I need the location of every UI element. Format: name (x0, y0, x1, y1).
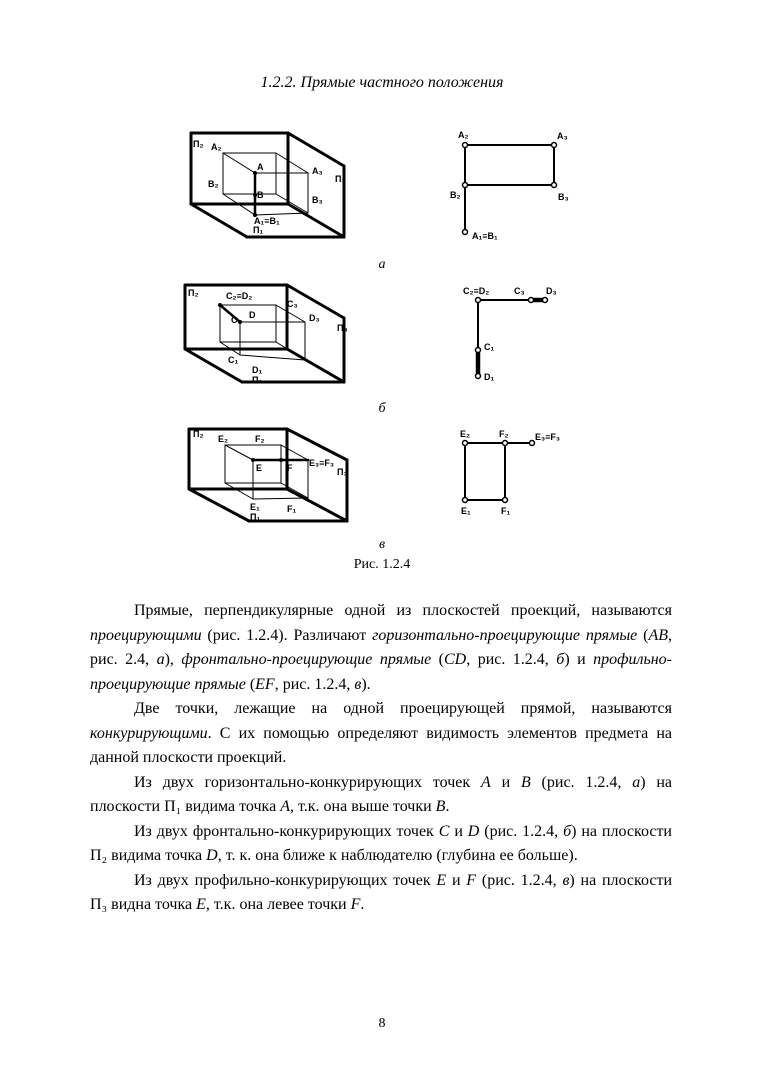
paragraph: Из двух профильно-конкурирующих точек E и F (рис. 1.2.4, в) на плоскости П₃ видна точка E, т.к. она левее точки F. (90, 871, 673, 913)
label-a: A (257, 162, 264, 172)
figure-v-epure (455, 425, 585, 525)
label-p2: П₂ (193, 429, 204, 439)
epure-label-f1: F₁ (501, 506, 511, 516)
figure-a-isometric (185, 125, 355, 245)
label-p3: П₃ (337, 467, 348, 477)
label-p3: П₃ (337, 323, 348, 333)
label-c1: C₁ (228, 355, 239, 365)
figure-a-sublabel: а (378, 257, 386, 272)
label-c: C (231, 315, 238, 325)
body-text (90, 599, 672, 918)
label-e: E (256, 463, 263, 473)
epure-label-f2: F₂ (499, 429, 509, 439)
label-f1: F₁ (287, 504, 297, 514)
label-f: F (287, 463, 293, 473)
label-a2: A₂ (211, 142, 222, 152)
paragraph: Две точки, лежащие на одной проецирующей прямой, называются конкурирующими. С их помощью определяют видимость элементов предмета на данной плоскости проекций. (90, 700, 672, 766)
epure-label-c2d2: C₂≡D₂ (463, 286, 490, 296)
epure-label-e1: E₁ (461, 506, 471, 516)
epure-label-a2: A₂ (458, 130, 469, 140)
label-d1: D₁ (252, 365, 263, 375)
label-e1: E₁ (250, 502, 260, 512)
epure-label-e3f3: E₃≡F₃ (535, 432, 561, 442)
paragraph: Из двух горизонтально-конкурирующих точек A и B (рис. 1.2.4, а) на плоскости П₁ видима точка A, т.к. она выше точки B. (90, 773, 672, 815)
label-p1: П₁ (252, 375, 263, 385)
epure-label-c3: C₃ (514, 286, 525, 296)
epure-label-c1: C₁ (484, 342, 495, 352)
epure-label-b3: B₃ (558, 192, 569, 202)
epure-label-a1b1: A₁≡B₁ (472, 231, 498, 241)
epure-label-d3: D₃ (546, 286, 557, 296)
figure-b-sublabel: б (378, 401, 386, 416)
label-e3f3: E₃≡F₃ (309, 458, 335, 468)
label-a1b1: A₁≡B₁ (254, 216, 280, 226)
label-p1: П₁ (253, 225, 264, 235)
figure-v-sublabel: в (378, 537, 386, 552)
epure-label-a3: A₃ (557, 131, 568, 141)
label-b: B (257, 190, 264, 200)
epure-label-b2: B₂ (450, 190, 461, 200)
figure-b-epure (458, 280, 588, 390)
label-b3: B₃ (312, 195, 323, 205)
label-p3: П₃ (335, 174, 346, 184)
label-c3: C₃ (287, 299, 298, 309)
paragraph: Прямые, перпендикулярные одной из плоскостей проекций, называются проецирующими (рис. 1.2.4). Различают горизонтально-проецирующие прямые (AB, рис. 2.4, а), фронтально-проецирующие прямые (CD, рис. 1.2.4, б) и профильно-проецирующие прямые (EF, рис. 1.2.4, в). (90, 602, 673, 693)
figure-a-epure (450, 125, 585, 245)
label-a3: A₃ (312, 166, 323, 176)
label-d: D (249, 310, 256, 320)
label-d3: D₃ (309, 313, 320, 323)
page-number: 8 (378, 1016, 386, 1031)
label-e2: E₂ (218, 434, 229, 444)
figure-caption: Рис. 1.2.4 (353, 557, 411, 572)
label-b2: B₂ (208, 179, 219, 189)
label-p1: П₁ (250, 512, 261, 522)
figure-v-isometric (183, 423, 358, 533)
epure-label-e2: E₂ (460, 429, 471, 439)
section-heading: 1.2.2. Прямые частного положения (260, 74, 504, 91)
figure-b-isometric (180, 277, 355, 392)
label-p2: П₂ (188, 288, 199, 298)
label-p2: П₂ (193, 139, 204, 149)
label-f2: F₂ (255, 434, 265, 444)
epure-label-d1: D₁ (484, 372, 495, 382)
label-c2d2: C₂≡D₂ (226, 291, 253, 301)
paragraph: Из двух фронтально-конкурирующих точек C и D (рис. 1.2.4, б) на плоскости П₂ видима точка D, т. к. она ближе к наблюдателю (глубина ее больше). (90, 822, 672, 864)
